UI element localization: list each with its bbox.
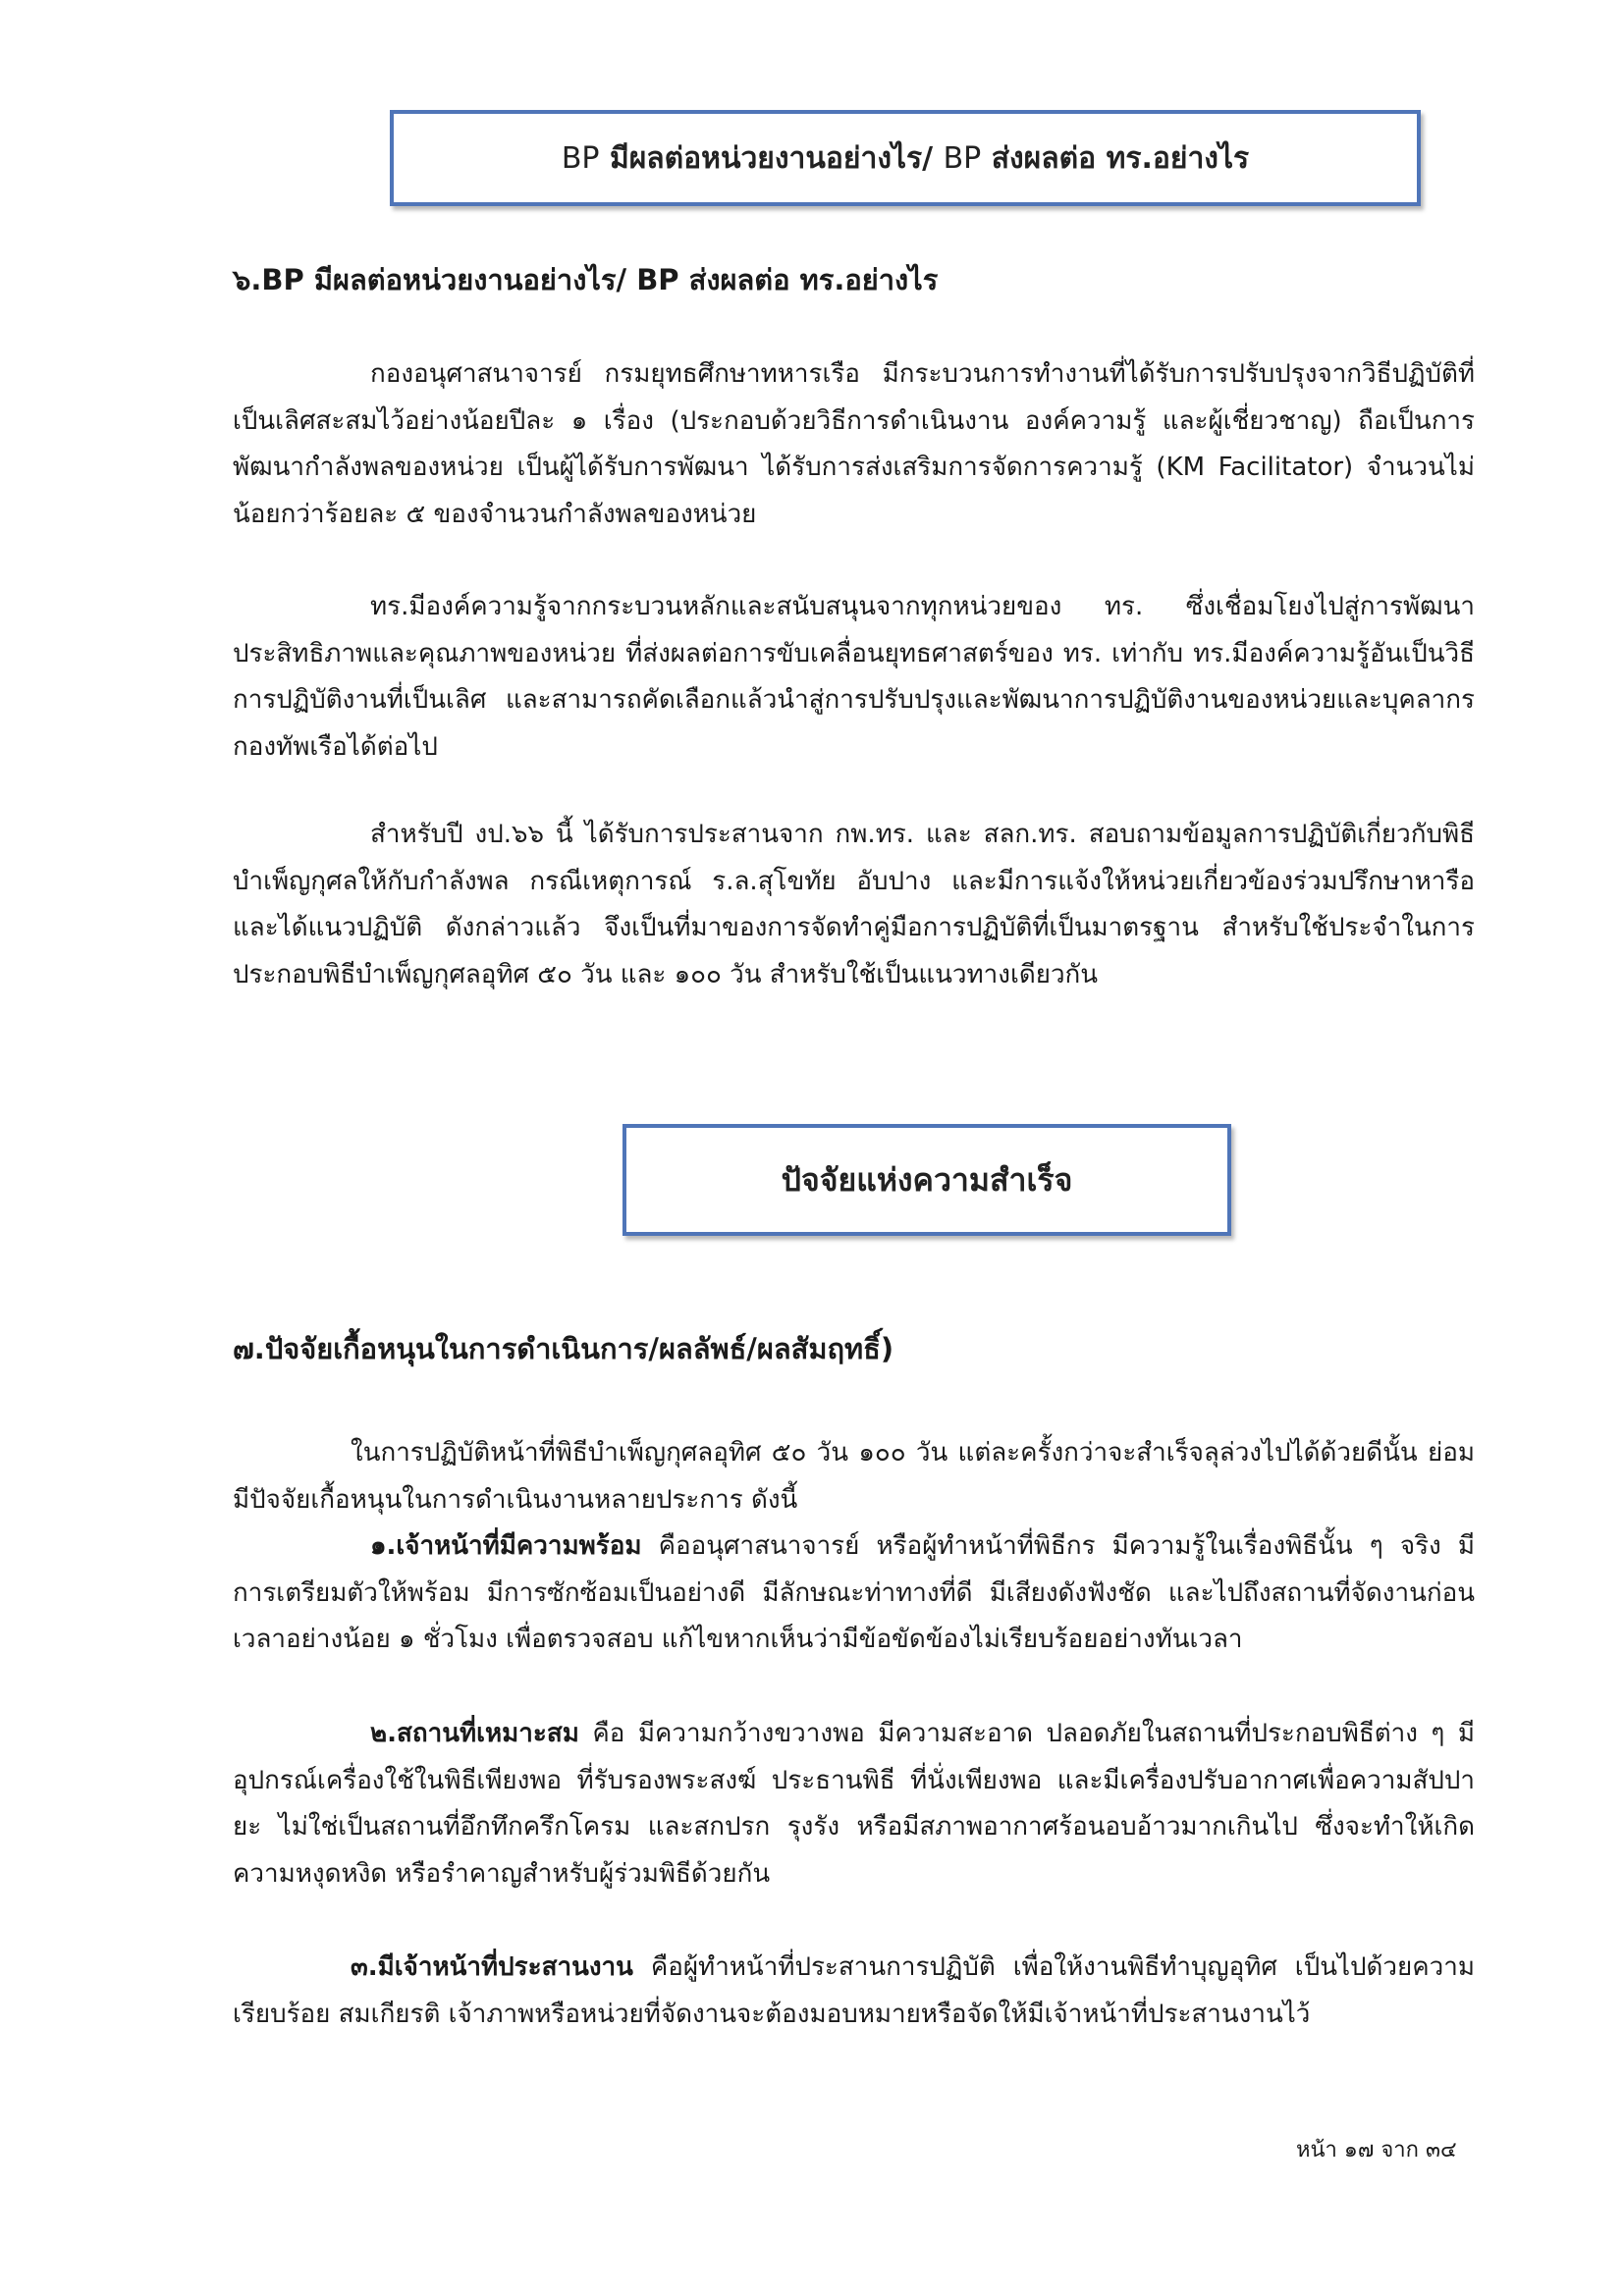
section-6-heading: ๖.BP มีผลต่อหน่วยงานอย่างไร/ BP ส่งผลต่อ ทร.อย่างไร — [233, 263, 939, 296]
page-number: หน้า ๑๗ จาก ๓๔ — [1296, 2138, 1457, 2163]
section-7-intro: ในการปฏิบัติหน้าที่พิธีบำเพ็ญกุศลอุทิศ ๕๐ วัน ๑๐๐ วัน แต่ละครั้งกว่าจะสำเร็จลุล่วงไปได้ด้วยดีนั้น ย่อมมีปัจจัยเกื้อหนุนในการดำเนินงานหลายประการ ดังนี้ — [233, 1438, 1475, 1515]
item-1-text: คืออนุศาสนาจารย์ หรือผู้ทำหน้าที่พิธีกร มีความรู้ในเรื่องพิธีนั้น ๆ จริง มีการเตรียมตัวให้พร้อม มีการซักซ้อมเป็นอย่างดี มีลักษณะท่าทางที่ดี มีเสียงดังฟังชัด และไปถึงสถานที่จัดงานก่อนเวลาอย่างน้อย ๑ ชั่วโมง เพื่อตรวจสอบ แก้ไขหากเห็นว่ามีข้อขัดข้องไม่เรียบร้อยอย่างทันเวลา — [233, 1531, 1475, 1654]
box-bp-bold-2: ส่งผลต่อ ทร.อย่างไร — [991, 140, 1250, 176]
section-7-item-3 — [233, 1945, 1475, 2038]
section-6-paragraph-1: กองอนุศาสนาจารย์ กรมยุทธศึกษาทหารเรือ มีกระบวนการทำงานที่ได้รับการปรับปรุงจากวิธีปฏิบัติที่เป็นเลิศสะสมไว้อย่างน้อยปีละ ๑ เรื่อง (ประกอบด้วยวิธีการดำเนินงาน องค์ความรู้ และผู้เชี่ยวชาญ) ถือเป็นการพัฒนากำลังพลของหน่วย เป็นผู้ได้รับการพัฒนา ได้รับการส่งเสริมการจัดการความรู้ (KM Facilitator) จำนวนไม่น้อยกว่าร้อยละ ๕ ของจำนวนกำลังพลของหน่วย — [233, 359, 1475, 529]
box-bp-prefix-1: BP — [561, 140, 600, 176]
item-1-title: ๑.เจ้าหน้าที่มีความพร้อม — [370, 1531, 642, 1561]
section-7-item-1 — [233, 1523, 1475, 1664]
section-7-item-2 — [233, 1711, 1475, 1897]
section-title-box-success-factors: ปัจจัยแห่งความสำเร็จ — [623, 1124, 1231, 1236]
box-bp-prefix-2: BP — [943, 140, 982, 176]
section-6-paragraph-3: สำหรับปี งป.๖๖ นี้ ได้รับการประสานจาก กพ.ทร. และ สลก.ทร. สอบถามข้อมูลการปฏิบัติเกี่ยวกับพิธีบำเพ็ญกุศลให้กับกำลังพล กรณีเหตุการณ์ ร.ล.สุโขทัย อับปาง และมีการแจ้งให้หน่วยเกี่ยวข้องร่วมปรึกษาหารือ และได้แนวปฏิบัติ ดังกล่าวแล้ว จึงเป็นที่มาของการจัดทำคู่มือการปฏิบัติที่เป็นมาตรฐาน สำหรับใช้ประจำในการประกอบพิธีบำเพ็ญกุศลอุทิศ ๕๐ วัน และ ๑๐๐ วัน สำหรับใช้เป็นแนวทางเดียวกัน — [233, 820, 1475, 989]
box-bp-bold-1: มีผลต่อหน่วยงานอย่างไร/ — [609, 140, 934, 176]
item-3-title: ๓.มีเจ้าหน้าที่ประสานงาน — [351, 1952, 633, 1982]
item-3-text: คือผู้ทำหน้าที่ประสานการปฏิบัติ เพื่อให้งานพิธีทำบุญอุทิศ เป็นไปด้วยความเรียบร้อย สมเกียรติ เจ้าภาพหรือหน่วยที่จัดงานจะต้องมอบหมายหรือจัดให้มีเจ้าหน้าที่ประสานงานไว้ — [233, 1952, 1475, 2029]
item-2-title: ๒.สถานที่เหมาะสม — [370, 1719, 579, 1748]
section-title-box-bp — [390, 110, 1421, 206]
item-2-text: คือ มีความกว้างขวางพอ มีความสะอาด ปลอดภัยในสถานที่ประกอบพิธีต่าง ๆ มีอุปกรณ์เครื่องใช้ในพิธีเพียงพอ ที่รับรองพระสงฆ์ ประธานพิธี ที่นั่งเพียงพอ และมีเครื่องปรับอากาศเพื่อความสัปปายะ ไม่ใช่เป็นสถานที่อึกทึกครึกโครม และสกปรก รุงรัง หรือมีสภาพอากาศร้อนอบอ้าวมากเกินไป ซึ่งจะทำให้เกิดความหงุดหงิด หรือรำคาญสำหรับผู้ร่วมพิธีด้วยกัน — [233, 1719, 1475, 1889]
section-7-heading: ๗.ปัจจัยเกื้อหนุนในการดำเนินการ/ผลลัพธ์/ผลสัมฤทธิ์) — [233, 1332, 894, 1365]
section-6-paragraph-2: ทร.มีองค์ความรู้จากกระบวนหลักและสนับสนุนจากทุกหน่วยของ ทร. ซึ่งเชื่อมโยงไปสู่การพัฒนาประสิทธิภาพและคุณภาพของหน่วย ที่ส่งผลต่อการขับเคลื่อนยุทธศาสตร์ของ ทร. เท่ากับ ทร.มีองค์ความรู้อันเป็นวิธีการปฏิบัติงานที่เป็นเลิศ และสามารถคัดเลือกแล้วนำสู่การปรับปรุงและพัฒนาการปฏิบัติงานของหน่วยและบุคลากร กองทัพเรือได้ต่อไป — [233, 592, 1475, 762]
